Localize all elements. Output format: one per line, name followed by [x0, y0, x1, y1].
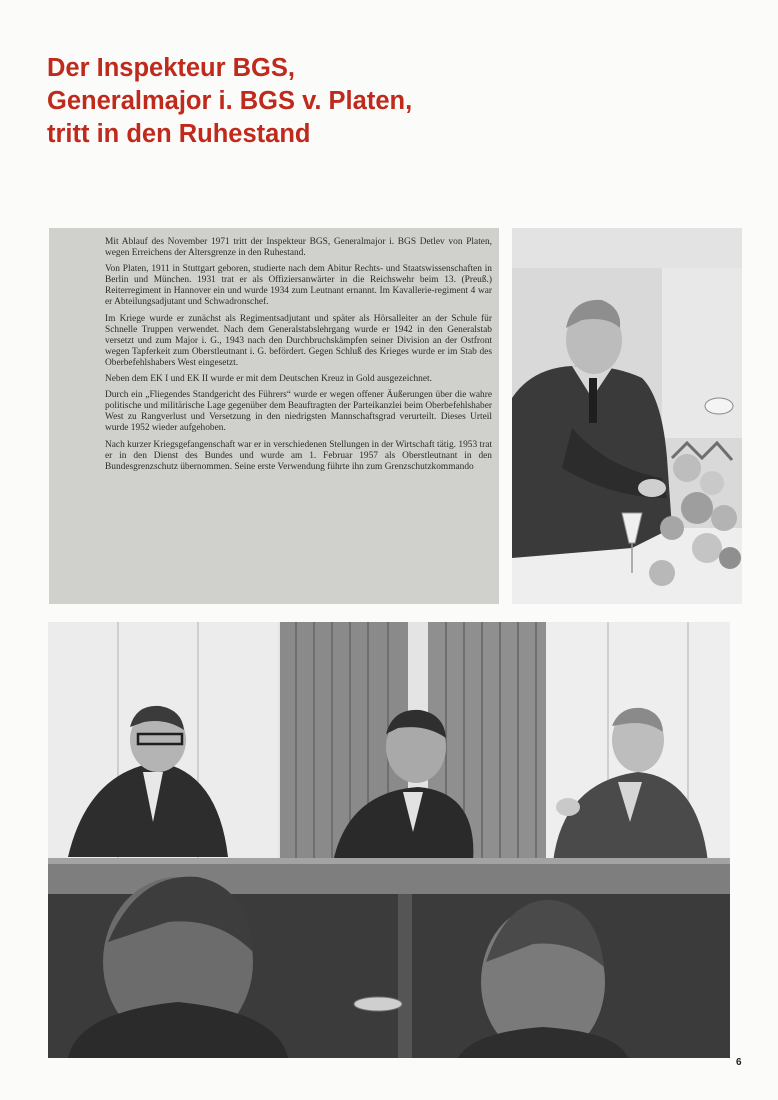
- headline-line-2: Generalmajor i. BGS v. Platen,: [47, 87, 413, 115]
- headline-line-1: Der Inspekteur BGS,: [47, 54, 295, 82]
- meeting-photo-drawing: [48, 622, 730, 1058]
- meeting-photo: [48, 622, 730, 1058]
- article-paragraph: Mit Ablauf des November 1971 tritt der Inspekteur BGS, Generalmajor i. BGS Detlev von Platen, wegen Erreichens der Altersgrenze in den Ruhestand.: [105, 237, 492, 259]
- headline-line-3: tritt in den Ruhestand: [47, 120, 311, 148]
- article-body: [105, 237, 492, 478]
- portrait-photo-drawing: [512, 228, 742, 604]
- article-paragraph: Im Kriege wurde er zunächst als Regimentsadjutant und später als Hörsalleiter an der Schule für Schnelle Truppen verwendet. Nach dem Generalstabslehrgang wurde er 1942 in den Generalstab versetzt und zum Major i. G., 1943 nach den Durchbruchskämpfen seiner Division an der Ostfront wegen Tapferkeit zum Oberstleutnant i. G. befördert. Gegen Schluß des Krieges wurde er im Stab des Oberbefehlshabers West eingesetzt.: [105, 313, 492, 368]
- portrait-photo: [512, 228, 742, 604]
- article-paragraph: Von Platen, 1911 in Stuttgart geboren, studierte nach dem Abitur Rechts- und Staatswissenschaften in Berlin und München. 1931 trat er als Offiziersanwärter in die Reichswehr beim 13. (Preuß.) Reiterregiment in Hannover ein und wurde 1934 zum Leutnant ernannt. Im Kavallerie-regiment 4 war er Abteilungsadjutant und Schwadronschef.: [105, 264, 492, 308]
- page-number: 6: [736, 1057, 742, 1068]
- article-paragraph: Durch ein „Fliegendes Standgericht des Führers“ wurde er wegen offener Äußerungen über die wahre politische und militärische Lage gegenüber dem Beauftragten der Parteikanzlei beim Oberbefehlshaber West zu Rangverlust und Versetzung in den niedrigsten Mannschaftsgrad verurteilt. Dieses Urteil wurde 1952 wieder aufgehoben.: [105, 390, 492, 434]
- article-text-box: [49, 228, 499, 604]
- article-paragraph: Neben dem EK I und EK II wurde er mit dem Deutschen Kreuz in Gold ausgezeichnet.: [105, 374, 432, 385]
- article-headline: [47, 52, 607, 151]
- article-paragraph: Nach kurzer Kriegsgefangenschaft war er in verschiedenen Stellungen in der Wirtschaft tätig. 1953 trat er in den Dienst des Bundes und wurde am 1. Februar 1957 als Oberstleutnant in den Bundesgrenzschutz übernommen. Seine erste Verwendung führte ihn zum Grenzschutzkommando: [105, 439, 492, 472]
